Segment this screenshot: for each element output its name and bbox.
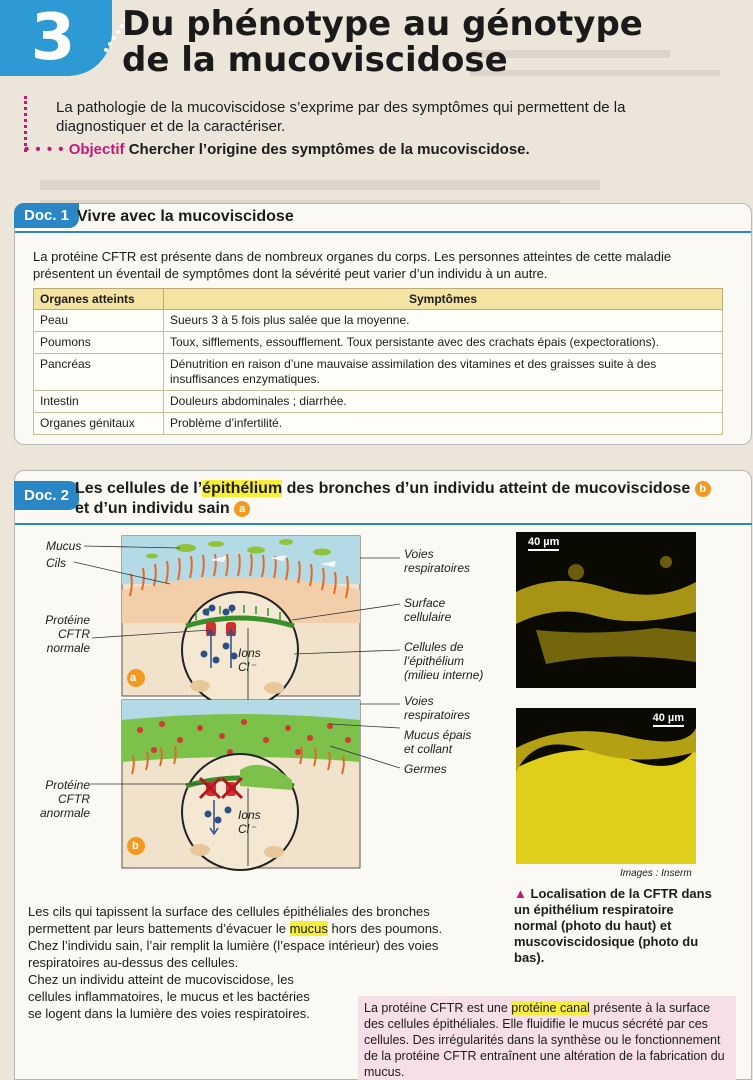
cils-paragraph-2: Chez l’individu sain, l’air remplit la lumière (l’espace intérieur) des voies respiratoires au-dessus des cellules. <box>28 938 439 970</box>
label-line: respiratoires <box>404 708 471 722</box>
scale-label: 40 µm <box>528 536 560 548</box>
page-title <box>122 6 722 78</box>
micrograph-caption <box>514 886 714 966</box>
label-germes: Germes <box>404 762 447 776</box>
label-line: normale <box>46 641 90 655</box>
table-row <box>34 310 723 332</box>
doc1-title-rule <box>15 231 751 233</box>
table-cell: Problème d’infertilité. <box>164 413 723 435</box>
objectif-text: Chercher l’origine des symptômes de la mucoviscidose. <box>128 141 530 158</box>
objectif-line <box>24 141 530 158</box>
label-line: Voies <box>404 694 434 708</box>
table-cell: Dénutrition en raison d’une mauvaise assimilation des vitamines et des graisses suite à des insuffisances enzymatiques. <box>164 354 723 391</box>
table-cell: Pancréas <box>34 354 164 391</box>
label-surface-cellulaire <box>404 596 451 624</box>
doc2-tag: Doc. 2 <box>14 481 79 510</box>
table-row <box>34 332 723 354</box>
doc2-title-part: des bronches d’un individu atteint de mucoviscidose <box>282 480 691 497</box>
lesson-number-badge: 3 <box>0 0 112 76</box>
badge-a: a <box>234 501 250 517</box>
keyword-mucus: mucus <box>289 921 328 936</box>
doc1-text: La protéine CFTR est présente dans de nombreux organes du corps. Les personnes atteintes de cette maladie présentent un éventail de symptômes dont la sévérité peut varier d’un individu à un autre. <box>33 249 672 281</box>
label-line: et collant <box>404 742 453 756</box>
doc1-box <box>14 203 752 445</box>
doc2-title-part: Les cellules de l’ <box>75 480 203 497</box>
label-line: Protéine <box>45 778 90 792</box>
panel-a-badge: a <box>130 672 137 684</box>
label-cellules-epithelium <box>404 640 483 682</box>
table-header-symptomes: Symptômes <box>164 289 723 310</box>
label-line: Ions <box>238 808 261 822</box>
scale-bar-top <box>528 536 559 551</box>
label-ions-b <box>238 808 261 836</box>
label-line: (milieu interne) <box>404 668 484 682</box>
scale-line <box>653 725 684 727</box>
table-row <box>34 413 723 435</box>
label-line: Cl⁻ <box>238 660 256 674</box>
caption-triangle-icon: ▲ <box>514 886 527 901</box>
label-line: Surface <box>404 596 446 610</box>
label-mucus: Mucus <box>46 539 82 553</box>
table-cell: Poumons <box>34 332 164 354</box>
keyword-epithelium: épithélium <box>202 480 283 497</box>
text-part: Les cils qui tapissent la surface des cellules épithéliales des bronches permettent par leurs battements d’évacuer le <box>28 904 430 936</box>
table-cell: Toux, sifflements, essoufflement. Toux persistante avec des crachats épais (expectorations). <box>164 332 723 354</box>
table-cell: Sueurs 3 à 5 fois plus salée que la moyenne. <box>164 310 723 332</box>
badge-b: b <box>695 481 711 497</box>
label-cils: Cils <box>46 556 66 570</box>
label-line: Ions <box>238 646 261 660</box>
scale-label: 40 µm <box>652 712 684 724</box>
table-cell: Douleurs abdominales ; diarrhée. <box>164 391 723 413</box>
label-line: CFTR <box>58 792 90 806</box>
label-voies-respiratoires-b <box>404 694 470 722</box>
table-header-organes: Organes atteints <box>34 289 164 310</box>
scale-bar-bottom <box>653 712 684 727</box>
table-cell: Peau <box>34 310 164 332</box>
cftr-definition-box <box>358 996 736 1080</box>
symptoms-table <box>33 288 723 435</box>
label-line: Voies <box>404 547 434 561</box>
title-line-2: de la mucoviscidose <box>122 40 508 80</box>
micrograph-normal <box>516 532 696 688</box>
label-proteine-normale <box>36 613 90 655</box>
title-line-1: Du phénotype au génotype <box>122 4 643 44</box>
objectif-label: Objectif <box>68 141 125 158</box>
cils-paragraph-1 <box>28 903 468 937</box>
table-row <box>34 354 723 391</box>
doc2-title-line2: et d’un individu sain <box>75 500 230 517</box>
panel-a-healthy <box>122 536 360 708</box>
keyword-proteine-canal: protéine canal <box>511 1001 590 1015</box>
label-line: Cl⁻ <box>238 822 256 836</box>
doc2-title-rule <box>15 523 752 525</box>
label-line: anormale <box>39 806 90 820</box>
table-row <box>34 391 723 413</box>
scale-line <box>528 549 559 551</box>
label-line: l’épithélium <box>404 654 465 668</box>
doc2-title <box>75 479 725 519</box>
text-part: hors des poumons. <box>327 921 443 936</box>
doc1-tag: Doc. 1 <box>14 203 79 228</box>
micrograph-cf <box>516 708 696 864</box>
label-line: Cellules de <box>404 640 464 654</box>
label-ions-a <box>238 646 261 674</box>
label-voies-respiratoires <box>404 547 470 575</box>
panel-b-badge: b <box>132 840 139 852</box>
intro-text: La pathologie de la mucoviscidose s’exprime par des symptômes qui permettent de la diagnostiquer et de la caractériser. <box>56 99 626 135</box>
label-mucus-epais <box>404 728 471 756</box>
label-line: CFTR <box>58 627 90 641</box>
label-line: cellulaire <box>404 610 452 624</box>
doc1-title: Vivre avec la mucoviscidose <box>77 208 294 225</box>
micrograph-normal-image <box>516 532 696 688</box>
label-proteine-anormale <box>36 778 90 820</box>
image-credit: Images : Inserm <box>620 868 692 879</box>
objectif-dots: • • • • <box>24 141 65 158</box>
label-line: respiratoires <box>404 561 471 575</box>
cils-paragraph-3: Chez un individu atteint de mucoviscidose, les cellules inflammatoires, le mucus et les bactéries se logent dans la lumière des voies respiratoires. <box>28 972 310 1021</box>
label-line: Mucus épais <box>404 728 472 742</box>
text-part: présente à la surface des cellules épithéliales. Elle fluidifie le mucus sécrété par ces cellules. Des irrégularités dans la synthèse ou le fonctionnement de la protéine CFTR entraînent une altération de la fabrication du mucus. <box>364 1001 725 1079</box>
micrograph-cf-image <box>516 708 696 864</box>
epithelium-diagram <box>30 528 410 888</box>
table-cell: Intestin <box>34 391 164 413</box>
label-line: Protéine <box>45 613 90 627</box>
caption-text: Localisation de la CFTR dans un épithélium respiratoire normal (photo du haut) et muscoviscidosique (photo du bas). <box>514 886 712 965</box>
text-part: La protéine CFTR est une <box>364 1001 512 1015</box>
panel-b-affected <box>122 700 360 870</box>
table-cell: Organes génitaux <box>34 413 164 435</box>
